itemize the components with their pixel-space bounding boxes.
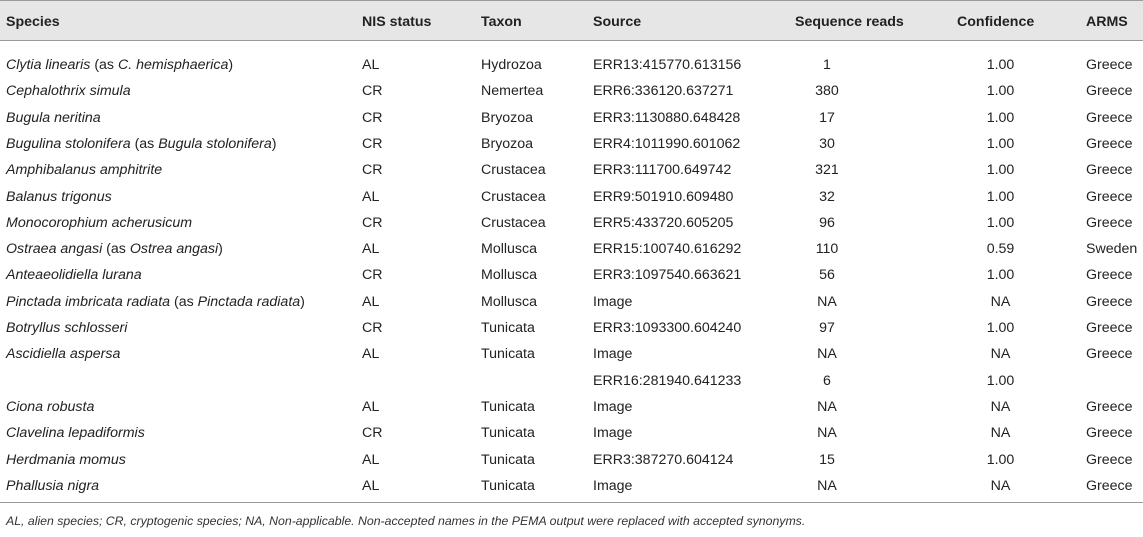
cell-taxon: Nemertea	[481, 83, 544, 100]
cell-taxon: Bryozoa	[481, 109, 534, 126]
cell-species	[6, 110, 101, 127]
cell-nis-status: CR	[362, 162, 383, 179]
cell-species	[6, 294, 305, 311]
cell-sequence-reads: 321	[815, 162, 839, 179]
cell-species	[6, 320, 127, 337]
cell-nis-status: AL	[362, 451, 380, 468]
cell-species	[6, 215, 192, 232]
cell-species	[6, 241, 223, 258]
cell-taxon: Tunicata	[481, 398, 535, 415]
header-arms: ARMS	[1086, 14, 1128, 30]
cell-nis-status: AL	[362, 293, 380, 310]
cell-arms: Greece	[1086, 293, 1133, 310]
cell-arms: Greece	[1086, 267, 1133, 284]
cell-species	[6, 452, 126, 469]
cell-arms: Greece	[1086, 425, 1133, 442]
cell-species	[6, 478, 99, 495]
cell-nis-status: CR	[362, 320, 383, 336]
cell-species	[6, 57, 233, 74]
table-row	[0, 290, 1143, 316]
cell-source: ERR3:1093300.604240	[593, 320, 742, 336]
cell-sequence-reads: 380	[815, 83, 839, 100]
cell-sequence-reads: NA	[817, 477, 837, 494]
cell-source: ERR13:415770.613156	[593, 57, 742, 73]
species-as-note: (as	[130, 135, 159, 152]
cell-sequence-reads: 56	[819, 267, 835, 284]
cell-taxon: Hydrozoa	[481, 57, 542, 73]
header-sequence-reads: Sequence reads	[795, 14, 904, 30]
cell-source: ERR16:281940.641233	[593, 372, 742, 389]
header-confidence: Confidence	[957, 14, 1035, 30]
cell-species	[6, 162, 162, 179]
cell-arms: Greece	[1086, 398, 1133, 415]
cell-confidence: 1.00	[986, 188, 1015, 205]
species-name: Monocorophium acherusicum	[6, 214, 193, 231]
cell-source: Image	[593, 293, 633, 310]
cell-arms: Greece	[1086, 320, 1133, 336]
cell-confidence: 1.00	[986, 372, 1015, 389]
cell-sequence-reads: 97	[819, 320, 835, 336]
header-nis-status: NIS status	[362, 14, 432, 30]
cell-sequence-reads: 15	[819, 451, 835, 468]
cell-source: Image	[593, 425, 633, 442]
cell-species	[6, 136, 277, 153]
species-note-close: )	[271, 135, 277, 152]
table-row	[0, 106, 1143, 132]
cell-taxon: Mollusca	[481, 267, 537, 284]
cell-source: ERR3:387270.604124	[593, 451, 734, 468]
table-row	[0, 474, 1143, 500]
cell-arms: Sweden	[1086, 241, 1138, 258]
table-row	[0, 421, 1143, 447]
species-as-note: (as	[102, 241, 130, 258]
species-name: Botryllus schlosseri	[6, 320, 128, 336]
cell-taxon: Mollusca	[481, 293, 537, 310]
cell-arms: Greece	[1086, 83, 1133, 100]
cell-confidence: 1.00	[986, 57, 1015, 73]
cell-nis-status: AL	[362, 346, 380, 363]
species-name: Ciona robusta	[6, 398, 95, 415]
species-name: Clavelina lepadiformis	[6, 425, 145, 442]
table-footnote: AL, alien species; CR, cryptogenic species; NA, Non-applicable. Non-accepted names in the PEMA output were replaced with accepted synonyms.	[6, 514, 806, 528]
cell-confidence: 1.00	[986, 267, 1015, 284]
cell-confidence: 1.00	[986, 109, 1015, 126]
table-row	[0, 211, 1143, 237]
cell-taxon: Tunicata	[481, 451, 535, 468]
cell-sequence-reads: 17	[819, 109, 835, 126]
table-row	[0, 53, 1143, 79]
cell-confidence: NA	[990, 398, 1011, 415]
cell-species	[6, 425, 145, 442]
cell-sequence-reads: NA	[817, 293, 837, 310]
table-header	[0, 0, 1143, 41]
cell-sequence-reads: NA	[817, 425, 837, 442]
cell-arms: Greece	[1086, 214, 1133, 231]
cell-nis-status: AL	[362, 477, 380, 494]
cell-taxon: Tunicata	[481, 320, 535, 336]
header-taxon: Taxon	[481, 14, 522, 30]
table-row	[0, 79, 1143, 105]
cell-source: ERR6:336120.637271	[593, 83, 734, 100]
species-note-close: )	[300, 293, 305, 310]
table-bottom-rule	[0, 502, 1143, 503]
cell-confidence: NA	[990, 477, 1011, 494]
species-as-note: (as	[90, 57, 118, 73]
species-name: Amphibalanus amphitrite	[6, 162, 163, 179]
species-name: Clytia linearis	[6, 57, 91, 73]
cell-sequence-reads: 6	[823, 372, 831, 389]
cell-source: ERR3:1130880.648428	[593, 109, 741, 126]
header-source: Source	[593, 14, 642, 30]
cell-source: Image	[593, 346, 633, 363]
cell-source: ERR3:111700.649742	[593, 162, 732, 179]
species-note-close: )	[228, 57, 234, 73]
cell-sequence-reads: 96	[819, 214, 835, 231]
cell-sequence-reads: NA	[817, 398, 837, 415]
species-note-close: )	[218, 241, 223, 258]
cell-nis-status: CR	[362, 425, 383, 442]
cell-species	[6, 267, 142, 284]
cell-species	[6, 399, 94, 416]
cell-nis-status: CR	[362, 214, 383, 231]
cell-sequence-reads: 110	[815, 241, 839, 258]
cell-taxon: Tunicata	[481, 477, 535, 494]
cell-sequence-reads: 1	[823, 57, 831, 73]
cell-source: ERR5:433720.605205	[593, 214, 734, 231]
species-name: Balanus trigonus	[6, 188, 112, 205]
cell-confidence: NA	[990, 346, 1011, 363]
cell-arms: Greece	[1086, 109, 1133, 126]
cell-taxon: Bryozoa	[481, 135, 534, 152]
species-name: Pinctada imbricata radiata	[6, 293, 171, 310]
table-row	[0, 342, 1143, 368]
cell-taxon: Crustacea	[481, 162, 546, 179]
species-synonym: Bugula stolonifera	[158, 135, 272, 152]
cell-taxon: Crustacea	[481, 214, 546, 231]
species-synonym: Pinctada radiata	[197, 293, 301, 310]
cell-confidence: 1.00	[986, 83, 1015, 100]
table-row	[0, 263, 1143, 289]
cell-arms: Greece	[1086, 477, 1133, 494]
cell-confidence: 1.00	[986, 320, 1015, 336]
species-as-note: (as	[170, 293, 198, 310]
cell-source: ERR15:100740.616292	[593, 241, 742, 258]
cell-confidence: NA	[990, 425, 1011, 442]
cell-nis-status: AL	[362, 241, 380, 258]
cell-nis-status: AL	[362, 57, 380, 73]
cell-arms: Greece	[1086, 188, 1133, 205]
species-name: Phallusia nigra	[6, 477, 100, 494]
cell-sequence-reads: 30	[819, 135, 835, 152]
cell-source: ERR4:1011990.601062	[593, 135, 741, 152]
table-row	[0, 237, 1143, 263]
species-name: Ostraea angasi	[6, 241, 103, 258]
cell-species	[6, 83, 131, 100]
cell-nis-status: CR	[362, 135, 383, 152]
table-row	[0, 185, 1143, 211]
cell-sequence-reads: NA	[817, 346, 837, 363]
species-name: Bugulina stolonifera	[6, 135, 131, 152]
cell-sequence-reads: 32	[819, 188, 835, 205]
table-row	[0, 395, 1143, 421]
cell-species	[6, 346, 120, 363]
species-name: Bugula neritina	[6, 109, 101, 126]
cell-source: ERR9:501910.609480	[593, 188, 734, 205]
species-name: Cephalothrix simula	[6, 83, 131, 100]
cell-source: Image	[593, 398, 633, 415]
cell-nis-status: CR	[362, 109, 383, 126]
species-synonym: C. hemisphaerica	[117, 57, 229, 73]
cell-confidence: 0.59	[986, 241, 1015, 258]
cell-taxon: Mollusca	[481, 241, 537, 258]
cell-confidence: 1.00	[986, 135, 1015, 152]
cell-taxon: Tunicata	[481, 346, 535, 363]
cell-arms: Greece	[1086, 135, 1133, 152]
cell-arms: Greece	[1086, 451, 1133, 468]
cell-confidence: 1.00	[986, 451, 1015, 468]
species-name: Anteaeolidiella lurana	[6, 267, 142, 284]
table-row	[0, 158, 1143, 184]
table-row	[0, 448, 1143, 474]
cell-arms: Greece	[1086, 162, 1133, 179]
cell-confidence: NA	[990, 293, 1011, 310]
table-row	[0, 132, 1143, 158]
cell-arms: Greece	[1086, 346, 1133, 363]
cell-species	[6, 189, 112, 206]
header-species: Species	[6, 14, 60, 30]
cell-source: ERR3:1097540.663621	[593, 267, 742, 284]
table-row	[0, 316, 1143, 342]
cell-confidence: 1.00	[986, 214, 1015, 231]
cell-confidence: 1.00	[986, 162, 1015, 179]
cell-taxon: Crustacea	[481, 188, 546, 205]
cell-nis-status: AL	[362, 188, 380, 205]
cell-nis-status: AL	[362, 398, 380, 415]
species-synonym: Ostrea angasi	[129, 241, 219, 258]
cell-source: Image	[593, 477, 633, 494]
species-name: Ascidiella aspersa	[6, 346, 121, 363]
cell-nis-status: CR	[362, 83, 383, 100]
cell-arms: Greece	[1086, 57, 1133, 73]
table-row	[0, 369, 1143, 395]
species-name: Herdmania momus	[6, 451, 126, 468]
cell-taxon: Tunicata	[481, 425, 535, 442]
cell-nis-status: CR	[362, 267, 383, 284]
